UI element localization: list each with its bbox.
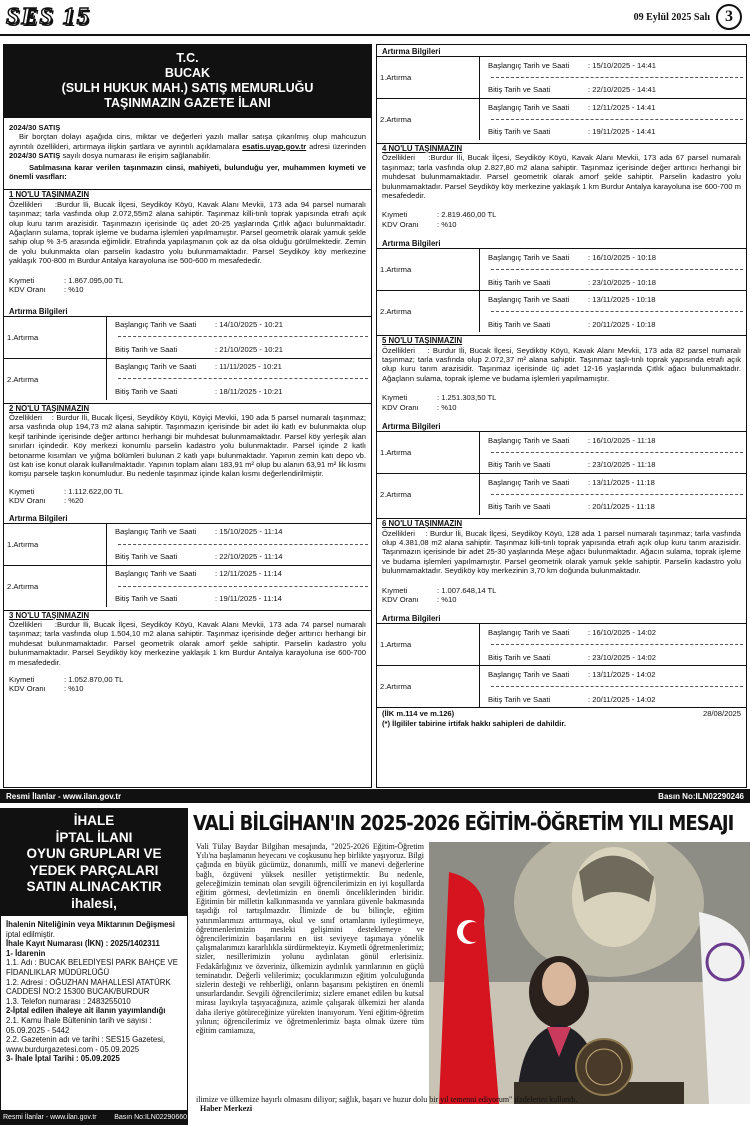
tender-details: [1, 916, 187, 1064]
notice-closing: (İİK m.114 ve m.126) 28/08/2025 (*) İlgililer tabirine irtifak hakkı sahipleri de dahildir.: [377, 707, 746, 728]
auction-row: 1.Artırma Başlangıç Tarih ve Saati : 14/10/2025 - 10:21 Bitiş Tarih ve Saati : 21/10/2025 - 10:21: [4, 316, 371, 358]
tender-footer: Resmi İlanlar - www.ilan.gov.tr Basın No:ILN02290660: [1, 1110, 188, 1124]
tender-line: İhalenin Niteliğinin veya Miktarının Değişmesi: [6, 920, 175, 929]
tender-line: 2.2. Gazetenin adı ve tarihi : SES15 Gazetesi, www.burdurgazetesi.com - 05.09.2025: [6, 1035, 166, 1054]
tender-line: 2.1. Kamu İhale Bülteninin tarih ve sayısı : 05.09.2025 - 5442: [6, 1015, 152, 1035]
notice-footer: Resmi İlanlar - www.ilan.gov.tr Basın No:ILN02290246: [0, 789, 750, 803]
tender-line: 1.1. Adı : BUCAK BELEDİYESİ PARK BAHÇE VE FİDANLIKLAR MÜDÜRLÜĞÜ: [6, 958, 178, 977]
news-body: Vali Tülay Baydar Bilgihan mesajında, "2025-2026 Eğitim-Öğretim Yılı'na başlamanın heyecanı ve coşkusunu hep birlikte yaşıyoruz. Bilgi çağında en büyük gücümüz, donanımlı, millî ve manevi değerlerine bağlı, özgüveni yüksek nesiller yetiştirmektir. Bu nedenle, geleceğimizin teminatı olan sevgili öğrencilerimizin en iyi koşullarda eğitim görmesi, devletimizin en önemli önceliklerinden biridir. Eğitimin bir milletin kalkınmasında ve yarınlara güvenle bakmasında taşıdığı rol tartışılmazdır. İlimizde de bu bilinçle, eğitim yatırımlarımızı arttırmaya, okul ve sınıf ortamlarını iyileştirmeye, öğretmenlerimizin mesleki gelişimini desteklemeye ve öğrencilerimizin başarılarını en üst seviyeye taşımaya yönelik çalışmalarımızı kararlılıkla sürdürmekteyiz. Kıymetli öğretmenlerimiz; sizler, nesillerimizin yolunu aydınlatan gönül erlerisiniz. Fedakârlığınız ve özveriniz, ülkemizin aydınlık yarınlarının en güçlü teminatıdır. Değerli velilerimiz; çocuklarımızın eğitim yolculuğunda sizlerin desteği ve rehberliği, onların başarısını pekiştiren en önemli unsurlardandır. Sevgili öğrencilerimiz; sizlere emanet edilen bu kutsal mirası layıkıyla taşıyacağınıza, azimle çalışarak ülkemizi her alanda daha ileriye götüreceğinize yürekten inanıyorum. Yeni eğitim-öğretim yılının; öğrencilerimiz ve öğretmenlerimiz başta olmak üzere tüm eğitim camiamıza,: [196, 842, 424, 1036]
news-photo: [429, 842, 750, 1104]
auction-row: 1.Artırma Başlangıç Tarih ve Saati : 15/10/2025 - 14:41 Bitiş Tarih ve Saati : 22/10/2025 - 14:41: [377, 56, 746, 98]
auction-row: 1.Artırma Başlangıç Tarih ve Saati : 16/10/2025 - 10:18 Bitiş Tarih ve Saati : 23/10/2025 - 10:18: [377, 248, 746, 290]
auction-row: 1.Artırma Başlangıç Tarih ve Saati : 15/10/2025 - 11:14 Bitiş Tarih ve Saati : 22/10/2025 - 11:14: [4, 523, 371, 565]
news-body-end: ilimize ve ülkemize hayırlı olmasını diliyor; sağlık, başarı ve huzur dolu bir yıl temenni ediyorum" ifadelerini kullandı. Haber Merkezi: [196, 1095, 578, 1114]
intro-text: Bir borçtan dolayı aşağıda cins, miktar ve değerleri yazılı mallar satışa çıkarılmış olup mahcuzun ayrıntılı özellikleri, artırmaya ilişkin şartlara ve ayrıntılı açıklamalara esatis.uyap.gov.tr adresi üzerinden 2024/30 SATIŞ sayılı dosya numarası ile erişim sağlanabilir.: [9, 132, 366, 161]
auction-row: 2.Artırma Başlangıç Tarih ve Saati : 12/11/2025 - 14:41 Bitiş Tarih ve Saati : 19/11/2025 - 14:41: [377, 98, 746, 140]
notice-title: T.C. BUCAK (SULH HUKUK MAH.) SATIŞ MEMURLUĞU TAŞINMAZIN GAZETE İLANI: [4, 45, 371, 118]
file-number: 2024/30 SATIŞ: [9, 123, 61, 132]
property-2: 2 NO'LU TAŞINMAZIN Özellikleri : Burdur İli, Bucak İlçesi, Seydiköy Köyü, Köyiçi Mevkii, 190 ada 5 parsel numaralı taşınmaz; arsa vasfında olup 194,73 m2 alana sahiptir. Taşınmazın içerisinde bir adet iki katlı ev bulunmakta olup keşif tarihinde içerisinde değer arttırıcı herhangi bir muhdesat bulunmamaktadır. Parsel köy yerleşik alan sınırları içindedir. Köy merkezi konumlu parselin kadastro yolu bulunmaktadır. Parsel içinde 2 katlı betonarme kısımları ve yığma bölümleri bulunan 2 katlı yapı bulunmaktadır. Yapının zemin katı depo vb. üst katı ise konut olarak kullanılmaktadır. Yapının toplam alanı 183,91 m² olup bu alanın 63,91 m² lik kısmı komşu parsele taşkın konumludur. Bu nedenle taşınmaz içinde kalan kısmı değerlendirilmiştir. Kıymeti : 1.112.622,00 TL KDV Oranı : %20: [9, 403, 366, 506]
page-number: 3: [716, 4, 742, 30]
property-3: 3 NO'LU TAŞINMAZIN Özellikleri :Burdur İli, Bucak İlçesi, Seydiköy Köyü, Kavak Alanı Mevkii, 173 ada 74 parsel numaralı taşınmaz; tarla vasfında olup 1.504,10 m2 alana sahiptir. Taşınmaz içerisinde değer arttırıcı herhangi bir muhdesat bulunmamaktadır. Parsel geometrik olarak amorf şekle sahiptir. Parselin kadastro yolu bulunmamaktadır. Parsel Seydiköy köy merkezine yaklaşık 1 km Burdur Antalya karayoluna ise 600-700 m mesafededir. Kıymeti : 1.052.870,00 TL KDV Oranı : %10: [9, 610, 366, 694]
page-header: [0, 0, 750, 36]
newspaper-logo: SES 15: [6, 4, 91, 30]
tender-line: 1.3. Telefon numarası : 2483255010: [6, 996, 131, 1006]
auction-row: 2.Artırma Başlangıç Tarih ve Saati : 12/11/2025 - 11:14 Bitiş Tarih ve Saati : 19/11/2025 - 11:14: [4, 565, 371, 607]
governor-photo: [429, 842, 750, 1104]
tender-line: iptal edilmiştir.: [6, 929, 55, 939]
auction-row: 2.Artırma Başlangıç Tarih ve Saati : 13/11/2025 - 11:18 Bitiş Tarih ve Saati : 20/11/2025 - 11:18: [377, 473, 746, 515]
tender-line: 2-İptal edilen ihaleye ait ilanın yayımlandığı: [6, 1006, 166, 1016]
auction-notice-right: Artırma Bilgileri 1.Artırma Başlangıç Tarih ve Saati : 15/10/2025 - 14:41 Bitiş Tarih ve Saati : 22/10/2025 - 14:41 2.Artırma Başlangıç Tarih ve Saati : 12/11/2025 - 14:41 Bitiş Tarih ve Saati : 19/11/2025 - 14:41 4 NO'LU TAŞINMAZIN Özellikleri :Burdur İli, Bucak İlçesi, Seydiköy Köyü, Kavak Alanı Mevkii, 173 ada 67 parsel numaralı taşınmaz; tarla vasfında olup 2.827,80 m2 alana sahiptir. Taşınmaz içerisinde değer arttırıcı herhangi bir muhdesat bulunmamaktadır. Parsel geometrik olarak amorf şekle sahiptir. Parselin kadastro yolu bulunmamaktadır. Parsel Seydiköy köy merkezine yaklaşık 1 km Burdur Antalya karayoluna ise 600-700 m mesafededir. Kıymeti : 2.819.460,00 TL KDV Oranı : %10 Artırma Bilgileri 1.Artırma Başlangıç Tarih ve Saati : 16/10/2025 - 10:18 Bitiş Tarih ve Saati : 23/10/2025 - 10:18 2.Artırma Başlangıç Tarih ve Saati : 13/11/2025 - 10:18 Bitiş Tarih ve Saati : 20/11/2025 - 10:18 5 NO'LU TAŞINMAZIN Özellikleri : Burdur İli, Bucak İlçesi, Seydiköy Köyü, Kavak Alanı Mevkii, 173 ada 82 parsel numaralı taşınmaz; tarla vasfında olup 2.072,37 m² alana sahiptir. Taşınmaz taşlı-tınlı toprak yapısında etrafı açık olup kuru tarım arazisidir. Taşınmaz içerisinde üç adet 12-16 yaşlarında Çıtlık ağacı bulunmaktadır. Ağaçların sulama, toprak işleme ve budama işlemleri yapılmamıştır. Kıymeti : 1.251.303,50 TL KDV Oranı : %10 Artırma Bilgileri 1.Artırma Başlangıç Tarih ve Saati : 16/10/2025 - 11:18 Bitiş Tarih ve Saati : 23/10/2025 - 11:18 2.Artırma Başlangıç Tarih ve Saati : 13/11/2025 - 11:18 Bitiş Tarih ve Saati : 20/11/2025 - 11:18 6 NO'LU TAŞINMAZIN Özellikleri : Burdur İli, Bucak İlçesi, Seydiköy Köyü, 128 ada 1 parsel numaralı taşınmaz; tarla vasfında olup 4.381,08 m2 alana sahiptir. Taşınmaz killi-tınlı toprak yapısında etrafı açık olup kuru tarım arazisidir. Taşınmazın içerisinde bir adet 25-30 yaşlarında Meşe ağacı bulunmaktadır. Ağacın sulama, toprak işleme ve budama işlemleri yapılmamıştır. Parsel geometrik olarak yamuk şekle sahiptir. Parselin kadastro yolu bulunmamaktadır. Seydiköy köy merkezinin 3,70 km doğunda bulunmaktadır. Kıymeti : 1.007.648,14 TL KDV Oranı : %10 Artırma Bilgileri 1.Artırma Başlangıç Tarih ve Saati : 16/10/2025 - 14:02 Bitiş Tarih ve Saati : 23/10/2025 - 14:02 2.Artırma Başlangıç Tarih ve Saati : 13/11/2025 - 14:02 Bitiş Tarih ve Saati : 20/11/2025 - 14:02 (İİK m.114 ve m.126) 28/08/2025 (*) İlgililer tabirine irtifak hakkı sahipleri de dahildir.: [376, 44, 747, 788]
decision-text: Satılmasına karar verilen taşınmazın cinsi, mahiyeti, bulunduğu yer, muhammen kıymeti ve önemli vasıfları:: [9, 162, 366, 182]
property-4: 4 NO'LU TAŞINMAZIN Özellikleri :Burdur İli, Bucak İlçesi, Seydiköy Köyü, Kavak Alanı Mevkii, 173 ada 67 parsel numaralı taşınmaz; tarla vasfında olup 2.827,80 m2 alana sahiptir. Taşınmaz içerisinde değer arttırıcı herhangi bir muhdesat bulunmamaktadır. Parsel geometrik olarak amorf şekle sahiptir. Parselin kadastro yolu bulunmamaktadır. Parsel Seydiköy köy merkezine yaklaşık 1 km Burdur Antalya karayoluna ise 600-700 m mesafededir. Kıymeti : 2.819.460,00 TL KDV Oranı : %10: [382, 144, 741, 229]
auction-row: 1.Artırma Başlangıç Tarih ve Saati : 16/10/2025 - 11:18 Bitiş Tarih ve Saati : 23/10/2025 - 11:18: [377, 431, 746, 473]
property-5: 5 NO'LU TAŞINMAZIN Özellikleri : Burdur İli, Bucak İlçesi, Seydiköy Köyü, Kavak Alanı Mevkii, 173 ada 82 parsel numaralı taşınmaz; tarla vasfında olup 2.072,37 m² alana sahiptir. Taşınmaz taşlı-tınlı toprak yapısında etrafı açık olup kuru tarım arazisidir. Taşınmaz içerisinde üç adet 12-16 yaşlarında Çıtlık ağacı bulunmaktadır. Ağaçların sulama, toprak işleme ve budama işlemleri yapılmamıştır. Kıymeti : 1.251.303,50 TL KDV Oranı : %10: [382, 336, 741, 412]
auction-row: 2.Artırma Başlangıç Tarih ve Saati : 13/11/2025 - 14:02 Bitiş Tarih ve Saati : 20/11/2025 - 14:02: [377, 665, 746, 707]
auction-row: 2.Artırma Başlangıç Tarih ve Saati : 11/11/2025 - 10:21 Bitiş Tarih ve Saati : 18/11/2025 - 10:21: [4, 358, 371, 400]
tender-title: İHALE İPTAL İLANI OYUN GRUPLARI VE YEDEK PARÇALARI SATIN ALINACAKTIR ihalesi,: [1, 809, 187, 916]
tender-line: 1.2. Adresi : OĞUZHAN MAHALLESİ ATATÜRK CADDESİ NO:2 15300 BUCAK/BURDUR: [6, 977, 171, 997]
news-article: [193, 808, 750, 1125]
news-headline: VALİ BİLGİHAN'IN 2025-2026 EĞİTİM-ÖĞRETİM YILI MESAJI: [193, 811, 734, 835]
tender-line: İhale Kayıt Numarası (İKN) : 2025/1402311: [6, 939, 160, 949]
esatis-link[interactable]: esatis.uyap.gov.tr: [242, 141, 307, 151]
property-1: 1 NO'LU TAŞINMAZIN Özellikleri :Burdur İli, Bucak İlçesi, Seydiköy Köyü, Kavak Alanı Mevkii, 173 ada 94 parsel numaralı taşınmaz; tarla vasfında olup 2.072,55m2 alana sahiptir. Taşınmaz killi-tınlı toprak yapısında etrafı açık olup kuru tarım arazisidir. Taşınmazın içerisinde üç adet 20-25 yaşlarında Çıtlık ağacı bulunmaktadır. Ağaçların sulama, toprak işleme ve budama işlemleri yapılmamıştır. Parsel geometrik olarak yamuk şekle sahip olup % 3-5 arasında eğimlidir. Etrafında yapılaşmanın çok az da olsa olduğu görülmektedir. Zemin de yolu bulunmakta olan parselin kadastro yolu bulunmamaktadır. Parsel Seydiköy köy merkezine yaklaşık 700-800 m Burdur Antalya karayoluna ise 500-600 m mesafededir. Kıymeti : 1.867.095,00 TL KDV Oranı : %10: [9, 190, 366, 295]
auction-row: 2.Artırma Başlangıç Tarih ve Saati : 13/11/2025 - 10:18 Bitiş Tarih ve Saati : 20/11/2025 - 10:18: [377, 290, 746, 332]
tender-cancel-notice: [0, 808, 188, 1125]
issue-date: 09 Eylül 2025 Salı: [633, 12, 710, 23]
tender-line: 1- İdarenin: [6, 948, 46, 958]
tender-line: 3- İhale İptal Tarihi : 05.09.2025: [6, 1054, 120, 1064]
property-6: 6 NO'LU TAŞINMAZIN Özellikleri : Burdur İli, Bucak İlçesi, Seydiköy Köyü, 128 ada 1 parsel numaralı taşınmaz; tarla vasfında olup 4.381,08 m2 alana sahiptir. Taşınmaz killi-tınlı toprak yapısında etrafı açık olup kuru tarım arazisidir. Taşınmazın içerisinde bir adet 25-30 yaşlarında Meşe ağacı bulunmaktadır. Ağacın sulama, toprak işleme ve budama işlemleri yapılmamıştır. Parsel geometrik olarak yamuk şekle sahiptir. Parselin kadastro yolu bulunmamaktadır. Seydiköy köy merkezinin 3,70 km doğunda bulunmaktadır. Kıymeti : 1.007.648,14 TL KDV Oranı : %10: [382, 519, 741, 604]
auction-notice-left: T.C. BUCAK (SULH HUKUK MAH.) SATIŞ MEMURLUĞU TAŞINMAZIN GAZETE İLANI 2024/30 SATIŞ Bir borçtan dolayı aşağıda cins, miktar ve değerleri yazılı mallar satışa çıkarılmış olup mahcuzun ayrıntılı özellikleri, artırmaya ilişkin şartlara ve ayrıntılı açıklamalara esatis.uyap.gov.tr adresi üzerinden 2024/30 SATIŞ sayılı dosya numarası ile erişim sağlanabilir. Satılmasına karar verilen taşınmazın cinsi, mahiyeti, bulunduğu yer, muhammen kıymeti ve önemli vasıfları: 1 NO'LU TAŞINMAZIN Özellikleri :Burdur İli, Bucak İlçesi, Seydiköy Köyü, Kavak Alanı Mevkii, 173 ada 94 parsel numaralı taşınmaz; tarla vasfında olup 2.072,55m2 alana sahiptir. Taşınmaz killi-tınlı toprak yapısında etrafı açık olup kuru tarım arazisidir. Taşınmazın içerisinde üç adet 20-25 yaşlarında Çıtlık ağacı bulunmaktadır. Ağaçların sulama, toprak işleme ve budama işlemleri yapılmamıştır. Parsel geometrik olarak yamuk şekle sahip olup % 3-5 arasında eğimlidir. Etrafında yapılaşmanın çok az da olsa olduğu görülmektedir. Zemin de yolu bulunmakta olan parselin kadastro yolu bulunmamaktadır. Parsel Seydiköy köy merkezine yaklaşık 700-800 m Burdur Antalya karayoluna ise 500-600 m mesafededir. Kıymeti : 1.867.095,00 TL KDV Oranı : %10 Artırma Bilgileri 1.Artırma Başlangıç Tarih ve Saati : 14/10/2025 - 10:21 Bitiş Tarih ve Saati : 21/10/2025 - 10:21 2.Artırma Başlangıç Tarih ve Saati : 11/11/2025 - 10:21 Bitiş Tarih ve Saati : 18/11/2025 - 10:21 2 NO'LU TAŞINMAZIN Özellikleri : Burdur İli, Bucak İlçesi, Seydiköy Köyü, Köyiçi Mevkii, 190 ada 5 parsel numaralı taşınmaz; arsa vasfında olup 194,73 m2 alana sahiptir. Taşınmazın içerisinde bir adet iki katlı ev bulunmakta olup keşif tarihinde içerisinde değer arttırıcı herhangi bir muhdesat bulunmamaktadır. Parsel köy yerleşik alan sınırları içindedir. Köy merkezi konumlu parselin kadastro yolu bulunmaktadır. Parsel içinde 2 katlı betonarme kısımları ve yığma bölümleri bulunan 2 katlı yapı bulunmaktadır. Yapının zemin katı depo vb. üst katı ise konut olarak kullanılmaktadır. Yapının toplam alanı 183,91 m² olup bu alanın 63,91 m² lik kısmı komşu parsele taşkın konumludur. Bu nedenle taşınmaz içinde kalan kısmı değerlendirilmiştir. Kıymeti : 1.112.622,00 TL KDV Oranı : %20 Artırma Bilgileri 1.Artırma Başlangıç Tarih ve Saati : 15/10/2025 - 11:14 Bitiş Tarih ve Saati : 22/10/2025 - 11:14 2.Artırma Başlangıç Tarih ve Saati : 12/11/2025 - 11:14 Bitiş Tarih ve Saati : 19/11/2025 - 11:14 3 NO'LU TAŞINMAZIN Özellikleri :Burdur İli, Bucak İlçesi, Seydiköy Köyü, Kavak Alanı Mevkii, 173 ada 74 parsel numaralı taşınmaz; tarla vasfında olup 1.504,10 m2 alana sahiptir. Taşınmaz içerisinde değer arttırıcı herhangi bir muhdesat bulunmamaktadır. Parsel geometrik olarak amorf şekle sahiptir. Parselin kadastro yolu bulunmamaktadır. Parsel Seydiköy köy merkezine yaklaşık 1 km Burdur Antalya karayoluna ise 600-700 m mesafededir. Kıymeti : 1.052.870,00 TL KDV Oranı : %10: [3, 44, 372, 788]
auction-row: 1.Artırma Başlangıç Tarih ve Saati : 16/10/2025 - 14:02 Bitiş Tarih ve Saati : 23/10/2025 - 14:02: [377, 623, 746, 665]
